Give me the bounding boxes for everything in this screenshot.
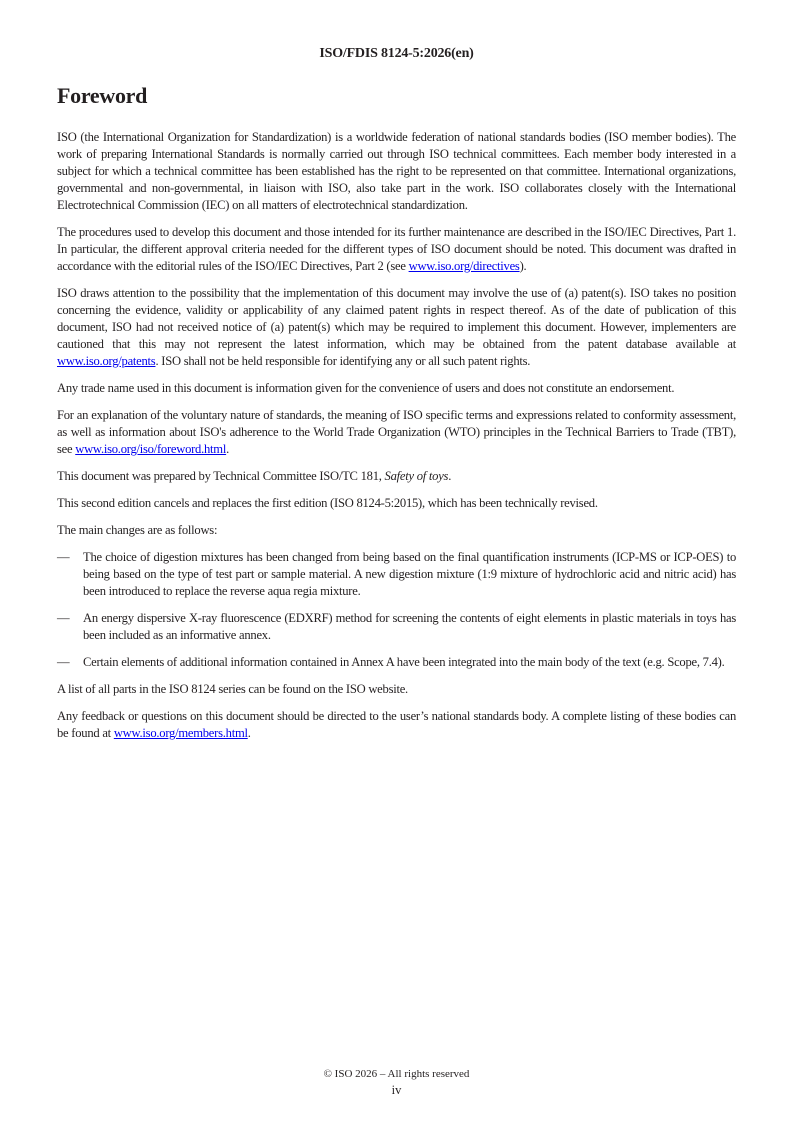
changes-list [57, 549, 736, 671]
dash-bullet: — [57, 655, 70, 669]
text: . [247, 726, 251, 740]
dash-bullet: — [57, 550, 70, 564]
list-item [57, 654, 736, 671]
patents-link[interactable]: www.iso.org/patents [57, 354, 156, 368]
copyright-notice: © ISO 2026 – All rights reserved [323, 1068, 470, 1080]
foreword-body [57, 129, 736, 752]
text: For an explanation of the voluntary nature of standards, the meaning of ISO specific terms and expressions related to conformity assessment, as well as information about ISO's adherence to the World Trade Organization (WTO) principles in the Technical Barriers to Trade (TBT), see [57, 408, 736, 456]
text: The procedures used to develop this document and those intended for its further maintenance are described in the ISO/IEC Directives, Part 1. In particular, the different approval criteria needed for the different types of ISO document should be noted. This document was drafted in accordance with the editorial rules of the ISO/IEC Directives, Part 2 (see [57, 225, 736, 273]
paragraph-edition: This second edition cancels and replaces the first edition (ISO 8124-5:2015), which has been technically revised. [57, 496, 598, 510]
paragraph-series: A list of all parts in the ISO 8124 series can be found on the ISO website. [57, 682, 408, 696]
text: This document was prepared by Technical Committee ISO/TC 181, [57, 469, 385, 483]
foreword-link[interactable]: www.iso.org/iso/foreword.html [75, 442, 227, 456]
list-item-text: An energy dispersive X-ray fluorescence (EDXRF) method for screening the contents of eight elements in plastic materials in toys has been included as an informative annex. [83, 611, 736, 642]
text: Any feedback or questions on this document should be directed to the user’s national standards body. A complete listing of these bodies can be found at [57, 709, 736, 740]
list-item [57, 549, 736, 600]
document-header: ISO/FDIS 8124-5:2026(en) [319, 46, 474, 61]
section-title: Foreword [57, 83, 148, 108]
directives-link[interactable]: www.iso.org/directives [408, 259, 520, 273]
text: ). [519, 259, 527, 273]
text: . ISO shall not be held responsible for identifying any or all such patent rights. [155, 354, 531, 368]
paragraph-patents [57, 285, 736, 370]
paragraph-procedures [57, 224, 736, 275]
paragraph-committee [57, 468, 736, 485]
committee-title: Safety of toys [384, 469, 449, 483]
page-footer [0, 1066, 793, 1098]
text: . [448, 469, 452, 483]
paragraph-main-changes: The main changes are as follows: [57, 523, 218, 537]
paragraph-voluntary-nature [57, 407, 736, 458]
paragraph-iso-intro: ISO (the International Organization for Standardization) is a worldwide federation of national standards bodies (ISO member bodies). The work of preparing International Standards is normally carried out through ISO technical committees. Each member body interested in a subject for which a technical committee has been established has the right to be represented on that committee. International organizations, governmental and non-governmental, in liaison with ISO, also take part in the work. ISO collaborates closely with the International Electrotechnical Commission (IEC) on all matters of electrotechnical standardization. [57, 130, 736, 212]
members-link[interactable]: www.iso.org/members.html [113, 726, 248, 740]
dash-bullet: — [57, 611, 70, 625]
list-item-text: The choice of digestion mixtures has been changed from being based on the final quantification instruments (ICP-MS or ICP-OES) to being based on the type of test part or sample material. A new digestion mixture (1:9 mixture of hydrochloric acid and nitric acid) has been introduced to replace the reverse aqua regia mixture. [83, 550, 736, 598]
text: ISO draws attention to the possibility that the implementation of this document may involve the use of (a) patent(s). ISO takes no position concerning the evidence, validity or applicability of any claimed patent rights in respect thereof. As of the date of publication of this document, ISO had not received notice of (a) patent(s) which may be required to implement this document. However, implementers are cautioned that this may not represent the latest information, which may be obtained from the patent database available at [57, 286, 736, 351]
paragraph-feedback [57, 708, 736, 742]
page-number: iv [391, 1083, 402, 1097]
text: . [226, 442, 230, 456]
paragraph-trade-name: Any trade name used in this document is information given for the convenience of users and does not constitute an endorsement. [57, 381, 675, 395]
list-item-text: Certain elements of additional information contained in Annex A have been integrated into the main body of the text (e.g. Scope, 7.4). [83, 655, 725, 669]
list-item [57, 610, 736, 644]
